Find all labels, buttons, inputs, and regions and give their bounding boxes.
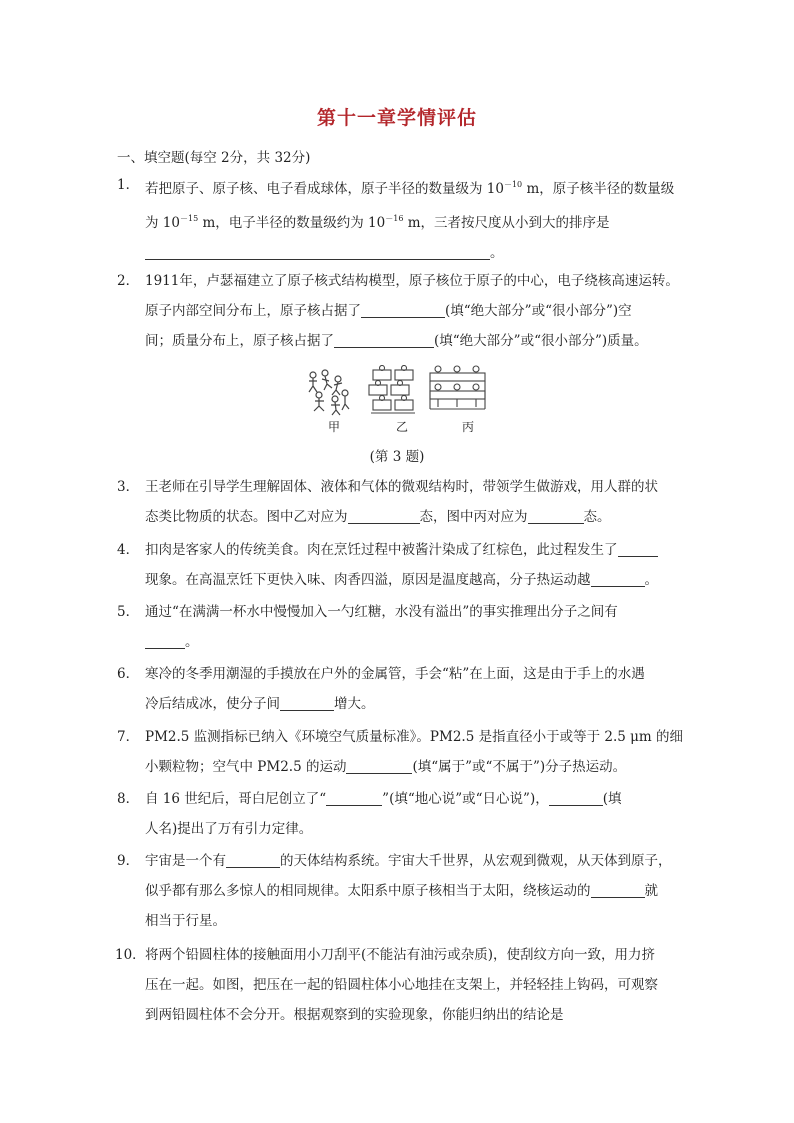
text: 相当于行星。: [145, 913, 226, 929]
text: 态。: [583, 509, 611, 525]
text: 为 10: [145, 215, 180, 231]
answer-blank[interactable]: [326, 789, 382, 806]
text: 态，图中丙对应为: [419, 509, 528, 525]
text: m，三者按尺度从小到大的排序是: [403, 215, 610, 231]
exponent: －16: [385, 214, 404, 223]
question-number: 1．: [117, 177, 140, 193]
question-number: 8．: [117, 791, 140, 807]
figure-label-bing: 丙: [462, 420, 475, 434]
question-7: [117, 722, 684, 782]
figure-caption: (第 3 题): [369, 449, 425, 465]
question-number: 3．: [117, 479, 140, 495]
answer-blank[interactable]: [145, 243, 490, 260]
answer-blank[interactable]: [591, 570, 645, 587]
text: PM2.5 监测指标已纳入《环境空气质量标准》。PM2.5 是指直径小于或等于 2.5 μm 的细: [145, 729, 684, 745]
answer-blank[interactable]: [226, 851, 280, 868]
text: 压在一起。如图，把压在一起的铅圆柱体小心地挂在支架上，并轻轻挂上钩码，可观察: [145, 977, 658, 993]
answer-blank[interactable]: [334, 331, 434, 348]
question-number: 2．: [117, 273, 140, 289]
text: (填“属于”或“不属于”)分子热运动。: [412, 759, 627, 775]
text: 小颗粒物；空气中 PM2.5 的运动: [145, 759, 347, 775]
answer-blank[interactable]: [145, 632, 185, 649]
figure-label-jia: 甲: [328, 420, 341, 434]
text: 人名)提出了万有引力定律。: [145, 821, 313, 837]
question-5: [117, 597, 677, 657]
text: 。: [490, 245, 504, 261]
text: 似乎都有那么多惊人的相同规律。太阳系中原子核相当于太阳，绕核运动的: [145, 883, 591, 899]
text: 王老师在引导学生理解固体、液体和气体的微观结构时，带领学生做游戏，用人群的状: [145, 479, 658, 495]
answer-blank[interactable]: [591, 881, 645, 898]
question-4: [117, 535, 677, 595]
text: 寒冷的冬季用潮湿的手摸放在户外的金属管，手会“粘”在上面，这是由于手上的水遇: [145, 666, 645, 682]
text: 。: [644, 572, 658, 588]
text: m，电子半径的数量级约为 10: [198, 215, 386, 231]
answer-blank[interactable]: [346, 757, 412, 774]
text: (填“绝大部分”或“很小部分”)空: [445, 303, 632, 319]
question-10: [117, 940, 677, 1030]
answer-blank[interactable]: [348, 507, 420, 524]
text: 。: [185, 634, 199, 650]
question-number: 5．: [117, 604, 140, 620]
figure-yi-seated-rows: [369, 366, 415, 414]
question-9: [117, 846, 677, 936]
text: 增大。: [334, 696, 375, 712]
text: (填“绝大部分”或“很小部分”)质量。: [434, 333, 648, 349]
text: 到两铅圆柱体不会分开。根据观察到的实验现象，你能归纳出的结论是: [145, 1007, 564, 1023]
text: 扣肉是客家人的传统美食。肉在烹饪过程中被酱汁染成了红棕色，此过程发生了: [145, 542, 618, 558]
section-heading: 一、填空题(每空 2分，共 32分): [117, 150, 311, 166]
exponent: －15: [179, 214, 199, 223]
question-number: 7．: [117, 729, 140, 745]
question-3: [117, 472, 677, 532]
question-6: [117, 659, 677, 719]
question-number: 4．: [117, 542, 140, 558]
question-2: [117, 266, 677, 356]
text: 的天体结构系统。宇宙大千世界，从宏观到微观，从天体到原子，: [280, 853, 672, 869]
text: 宇宙是一个有: [145, 853, 226, 869]
text: 现象。在高温烹饪下更快入味、肉香四溢，原因是温度越高，分子热运动越: [145, 572, 591, 588]
text: 就: [644, 883, 658, 899]
answer-blank[interactable]: [618, 540, 658, 557]
text: 1911年，卢瑟福建立了原子核式结构模型，原子核位于原子的中心，电子绕核高速运转。: [145, 273, 679, 289]
question-8: [117, 784, 677, 844]
figure-bing-desks: [430, 366, 485, 409]
text: 冷后结成冰，使分子间: [145, 696, 280, 712]
text: 通过“在满满一杯水中慢慢加入一勺红糖，水没有溢出”的事实推理出分子之间有: [145, 604, 618, 620]
text: 将两个铅圆柱体的接触面用小刀刮平(不能沾有油污或杂质)，使刮纹方向一致，用力挤: [145, 947, 656, 963]
question-number: 10．: [115, 947, 146, 963]
text: 自 16 世纪后，哥白尼创立了“: [145, 791, 327, 807]
figure-label-yi: 乙: [396, 420, 409, 434]
text: m，原子核半径的数量级: [522, 181, 675, 197]
text: (填: [602, 791, 622, 807]
question-number: 6．: [117, 666, 140, 682]
exponent: －10: [503, 180, 523, 189]
text: 间；质量分布上，原子核占据了: [145, 333, 334, 349]
answer-blank[interactable]: [361, 301, 445, 318]
text: ”(填“地心说”或“日心说”)，: [382, 791, 549, 807]
text: 若把原子、原子核、电子看成球体，原子半径的数量级为 10: [145, 181, 504, 197]
figure-jia-scattered-people: [309, 370, 349, 415]
question-1: [117, 170, 677, 268]
answer-blank[interactable]: [280, 694, 334, 711]
question-number: 9．: [117, 853, 140, 869]
text: 原子内部空间分布上，原子核占据了: [145, 303, 361, 319]
page-title: 第十一章学情评估: [316, 107, 477, 129]
answer-blank[interactable]: [549, 789, 603, 806]
answer-blank[interactable]: [528, 507, 584, 524]
text: 态类比物质的状态。图中乙对应为: [145, 509, 348, 525]
